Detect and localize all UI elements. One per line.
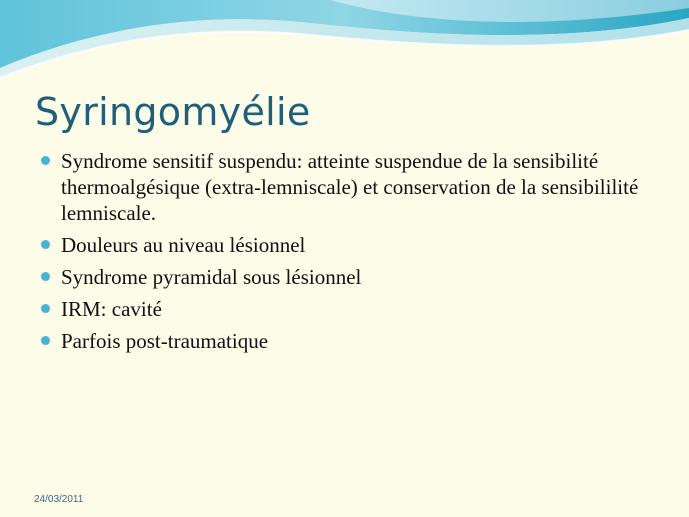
bullet-dot-icon <box>41 304 50 313</box>
slide-title: Syringomyélie <box>35 90 311 134</box>
bullet-text: Parfois post-traumatique <box>61 329 269 353</box>
list-item <box>41 232 661 258</box>
header-wave-decoration <box>0 0 689 90</box>
bullet-dot-icon <box>41 272 50 281</box>
list-item <box>41 148 661 226</box>
bullet-text: IRM: cavité <box>61 297 162 321</box>
bullet-text: Syndrome pyramidal sous lésionnel <box>61 265 362 289</box>
bullet-dot-icon <box>41 240 50 249</box>
bullet-list <box>41 148 661 360</box>
bullet-text: Douleurs au niveau lésionnel <box>61 233 306 257</box>
bullet-dot-icon <box>41 336 50 345</box>
list-item <box>41 264 661 290</box>
bullet-text: Syndrome sensitif suspendu: atteinte suspendue de la sensibilité thermoalgésique (extra-lemniscale) et conservation de la sensibililité lemniscale. <box>61 149 639 225</box>
list-item <box>41 296 661 322</box>
footer-date: 24/03/2011 <box>34 494 84 505</box>
list-item <box>41 328 661 354</box>
bullet-dot-icon <box>41 156 50 165</box>
